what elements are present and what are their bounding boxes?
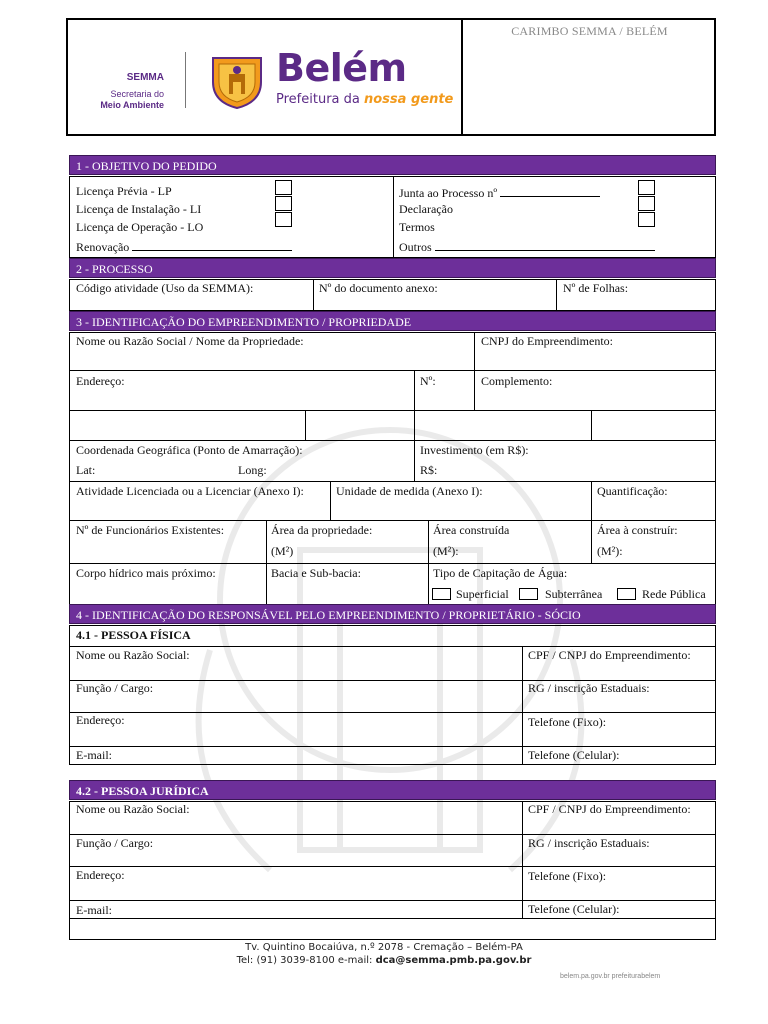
pf-cpf-cnpj[interactable]: CPF / CNPJ do Empreendimento: [528,648,691,662]
checkbox-superficial[interactable] [432,588,451,600]
field-funcionarios[interactable]: Nº de Funcionários Existentes: [76,523,225,537]
pj-funcao[interactable]: Função / Cargo: [76,836,154,850]
checkbox-lo[interactable] [275,212,292,227]
option-li: Licença de Instalação - LI [76,202,202,216]
semma-logo [96,72,164,111]
pj-telefone-celular[interactable]: Telefone (Celular): [528,902,620,916]
field-unidade-medida[interactable]: Unidade de medida (Anexo I): [336,484,483,498]
s3-row-line-4 [69,481,716,482]
s3-v6 [414,440,415,481]
field-numero[interactable]: Nº: [420,374,436,388]
option-declaracao: Declaração [399,202,453,216]
field-complemento[interactable]: Complemento: [481,374,553,388]
stamp-label: CARIMBO SEMMA / BELÉM [511,24,668,38]
option-lp: Licença Prévia - LP [76,184,172,198]
pf-telefone-fixo[interactable]: Telefone (Fixo): [528,715,607,729]
pj-email[interactable]: E-mail: [76,903,112,917]
pf-line-2 [69,712,716,713]
brand-subtitle: Prefeitura da nossa gente [276,92,454,107]
field-tipo-captacao: Tipo de Capitação de Água: [433,566,568,580]
option-lo: Licença de Operação - LO [76,220,204,234]
pf-nome[interactable]: Nome ou Razão Social: [76,648,190,662]
pf-divider [522,646,523,765]
s3-row-line-2 [69,410,716,411]
brand-title: Belém [276,46,407,90]
footer-small-logo: belem.pa.gov.br prefeiturabelem [560,973,661,980]
pf-telefone-celular[interactable]: Telefone (Celular): [528,748,620,762]
s3-v2 [414,370,415,440]
section-4-2-body [69,801,716,940]
section-3-header: 3 - IDENTIFICAÇÃO DO EMPREENDIMENTO / PROPRIEDADE [69,311,716,331]
s3-row-line-6 [69,563,716,564]
s3-v8 [591,481,592,520]
field-rs[interactable]: R$: [420,463,438,477]
s3-v1 [474,332,475,370]
s3-v7 [330,481,331,520]
pj-telefone-fixo[interactable]: Telefone (Fixo): [528,869,607,883]
checkbox-li[interactable] [275,196,292,211]
s3-v5 [591,410,592,440]
section-2-header: 2 - PROCESSO [69,258,716,278]
field-area-a-construir[interactable]: Área à construír: [597,523,678,537]
s3-v9 [266,520,267,610]
pj-line-2 [69,866,716,867]
pj-line-1 [69,834,716,835]
pf-funcao[interactable]: Função / Cargo: [76,681,154,695]
s3-v10 [428,520,429,610]
subsection-pessoa-juridica: 4.2 - PESSOA JURÍDICA [69,780,716,800]
pj-rg[interactable]: RG / inscrição Estaduais: [528,836,650,850]
field-codigo-atividade[interactable]: Código atividade (Uso da SEMMA): [76,281,254,295]
pj-endereco[interactable]: Endereço: [76,868,125,882]
field-area-propriedade-unit: (M²) [271,544,294,558]
belem-crest-icon [207,52,267,110]
field-bacia[interactable]: Bacia e Sub-bacia: [271,566,361,580]
field-area-construida-unit: (M²): [433,544,459,558]
s3-row-line-3 [69,440,716,441]
label-subterranea: Subterrânea [545,587,603,601]
subsection-pessoa-fisica: 4.1 - PESSOA FÍSICA [76,628,191,642]
option-junta: Junta ao Processo nº [399,184,600,200]
checkbox-subterranea[interactable] [519,588,538,600]
field-corpo-hidrico[interactable]: Corpo hídrico mais próximo: [76,566,216,580]
field-investimento[interactable]: Investimento (em R$): [420,443,529,457]
field-quantificacao[interactable]: Quantificação: [597,484,668,498]
field-documento-anexo[interactable]: Nº do documento anexo: [319,281,438,295]
section-1-divider [393,176,394,258]
label-rede-publica: Rede Pública [642,587,706,601]
field-long[interactable]: Long: [238,463,267,477]
s3-row-line-1 [69,370,716,371]
s3-v11 [591,520,592,563]
semma-line1: Secretaria do [110,89,164,99]
footer-contact: Tel: (91) 3039-8100 e-mail: dca@semma.pmb.pa.gov.br [236,955,532,966]
pf-line-3 [69,746,716,747]
footer-address: Tv. Quintino Bocaiúva, n.º 2078 - Cremação – Belém-PA [245,942,523,953]
checkbox-junta[interactable] [638,180,655,195]
renovacao-line[interactable] [132,238,292,251]
label-superficial: Superficial [456,587,509,601]
checkbox-rede-publica[interactable] [617,588,636,600]
option-renovacao: Renovação [76,238,292,254]
field-atividade[interactable]: Atividade Licenciada ou a Licenciar (Anexo I): [76,484,304,498]
field-numero-folhas[interactable]: Nº de Folhas: [563,281,629,295]
s3-v4 [305,410,306,440]
pj-line-4 [69,918,716,919]
pf-endereco[interactable]: Endereço: [76,713,125,727]
field-area-propriedade[interactable]: Área da propriedade: [271,523,373,537]
field-lat[interactable]: Lat: [76,463,96,477]
field-area-construida[interactable]: Área construída [433,523,510,537]
s2-divider-2 [556,279,557,311]
checkbox-declaracao[interactable] [638,196,655,211]
pf-line-0 [69,646,716,647]
footer-email-link[interactable]: dca@semma.pmb.pa.gov.br [375,955,532,966]
pj-line-3 [69,900,716,901]
pf-email[interactable]: E-mail: [76,748,112,762]
semma-line2: Meio Ambiente [100,100,164,110]
checkbox-lp[interactable] [275,180,292,195]
option-termos: Termos [399,220,435,234]
junta-line[interactable] [500,184,600,197]
field-endereco[interactable]: Endereço: [76,374,125,388]
s3-row-line-5 [69,520,716,521]
pj-divider [522,801,523,918]
option-outros: Outros [399,238,655,254]
pf-rg[interactable]: RG / inscrição Estaduais: [528,681,650,695]
checkbox-termos[interactable] [638,212,655,227]
field-area-a-construir-unit: (M²): [597,544,623,558]
logo-separator [185,52,186,108]
pj-cpf-cnpj[interactable]: CPF / CNPJ do Empreendimento: [528,802,691,816]
s3-v3 [474,370,475,410]
field-cnpj-empreendimento[interactable]: CNPJ do Empreendimento: [481,334,613,348]
outros-line[interactable] [435,238,655,251]
pj-nome[interactable]: Nome ou Razão Social: [76,802,190,816]
field-nome-propriedade[interactable]: Nome ou Razão Social / Nome da Propriedade: [76,334,304,348]
field-coordenada[interactable]: Coordenada Geográfica (Ponto de Amarração): [76,443,303,457]
section-1-header: 1 - OBJETIVO DO PEDIDO [69,155,716,175]
section-4-header: 4 - IDENTIFICAÇÃO DO RESPONSÁVEL PELO EMPREENDIMENTO / PROPRIETÁRIO - SÓCIO [69,604,716,624]
semma-title: SEMMA [126,72,164,83]
s2-divider-1 [313,279,314,311]
